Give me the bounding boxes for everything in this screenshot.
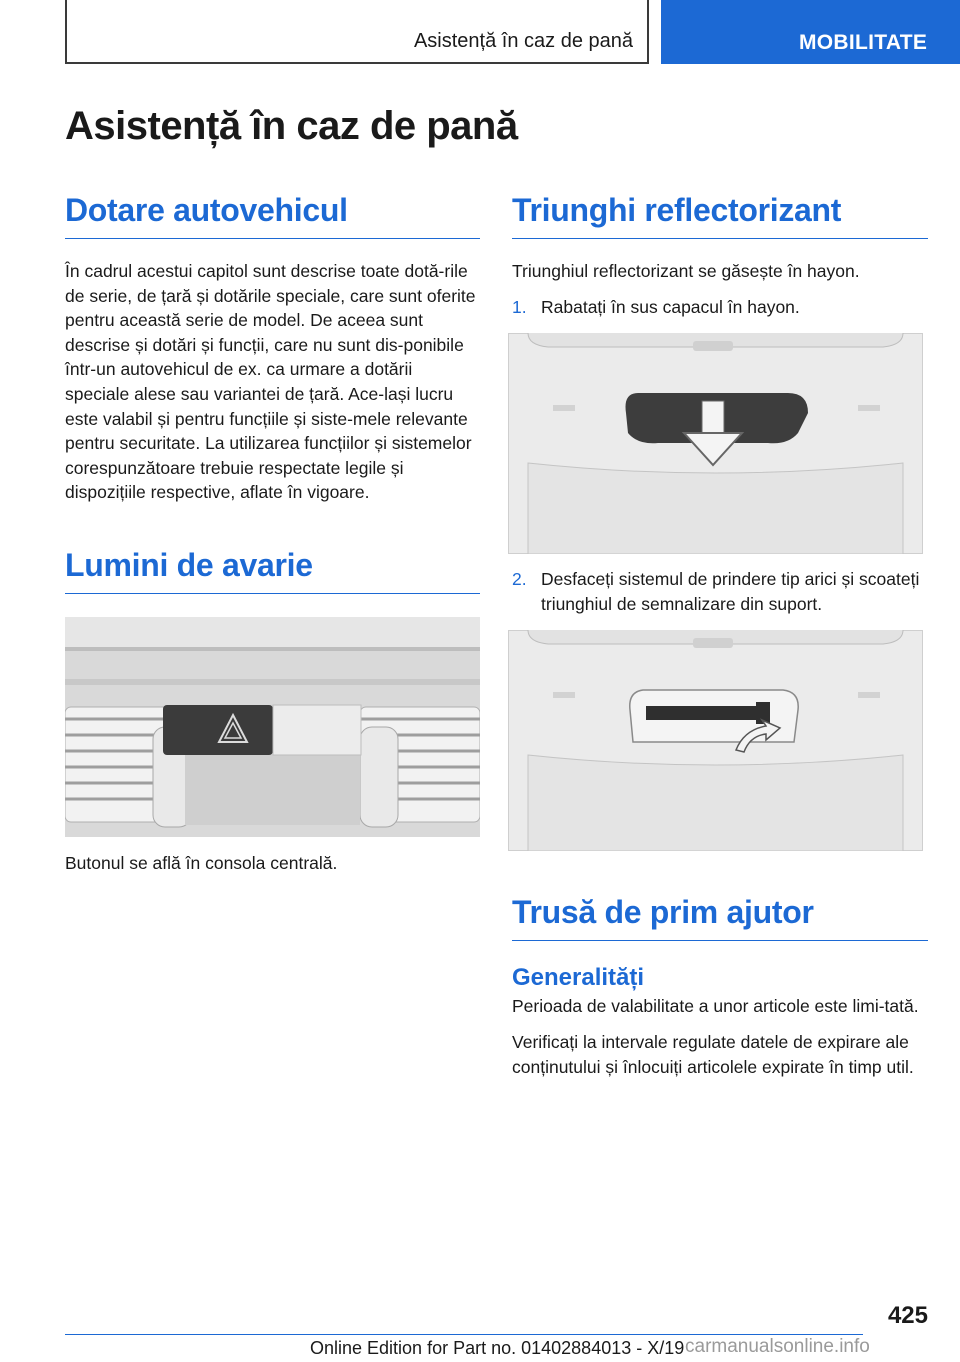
step-number: 2. xyxy=(512,569,527,590)
page-number: 425 xyxy=(887,1302,928,1329)
right-column xyxy=(512,192,928,1079)
vehicle-equipment-text: În cadrul acestui capitol sunt descrise toate dotă‐rile de serie, de țară și dotările speciale, care sunt oferite pentru această serie de model. De aceea sunt descrise și dotări și funcții, care nu sunt dis‐ponibile într-un autovehicul de ex. ca urmare a dotării speciale alese sau variantei de țară. Ace‐lași lucru este valabil și pentru funcțiile și siste‐mele relevante pentru securitate. La utilizarea funcțiilor și sistemelor corespunzătoare trebuie respectate legile și dispozițiile respective, aflate în vigoare. xyxy=(65,261,476,503)
watermark-text: carmanualsonline.info xyxy=(685,1336,870,1357)
header-chapter-title: Asistență în caz de pană xyxy=(413,30,633,52)
step-text: Rabatați în sus capacul în hayon. xyxy=(541,296,800,317)
section-heading-vehicle-equipment: Dotare autovehicul xyxy=(65,192,480,239)
footer-divider xyxy=(65,1334,863,1335)
section-heading-first-aid-kit: Trusă de prim ajutor xyxy=(512,894,928,941)
step-text: Desfaceți sistemul de prindere tip arici și scoateți triunghiul de semnalizare din suport. xyxy=(541,569,920,614)
section-heading-warning-triangle: Triunghi reflectorizant xyxy=(512,192,928,239)
left-column xyxy=(65,192,480,876)
step-number: 1. xyxy=(512,296,527,317)
triangle-holder-image xyxy=(508,630,923,851)
step-item xyxy=(512,567,928,616)
warning-triangle-intro: Triunghiul reflectorizant se găsește în hayon. xyxy=(512,261,860,281)
first-aid-check-text: Verificați la intervale regulate datele de expirare ale conținutului și înlocuiți articolele expirate în timp util. xyxy=(512,1031,914,1077)
header-section-label: MOBILITATE xyxy=(799,31,928,54)
hazard-lights-caption: Butonul se află în consola centrală. xyxy=(65,852,338,873)
first-aid-validity-text: Perioada de valabilitate a unor articole este limi‐tată. xyxy=(512,996,919,1017)
hazard-button-image xyxy=(65,617,480,837)
header-section-tab[interactable] xyxy=(661,0,960,64)
step-item xyxy=(512,295,928,320)
tailgate-cover-image xyxy=(508,333,923,554)
header-chapter-box xyxy=(65,0,649,64)
footer-edition-text: Online Edition for Part no. 01402884013 - X/19 xyxy=(310,1338,685,1358)
page-title: Asistență în caz de pană xyxy=(65,104,518,148)
section-heading-hazard-lights: Lumini de avarie xyxy=(65,547,480,594)
subheading-general: Generalități xyxy=(512,964,645,992)
